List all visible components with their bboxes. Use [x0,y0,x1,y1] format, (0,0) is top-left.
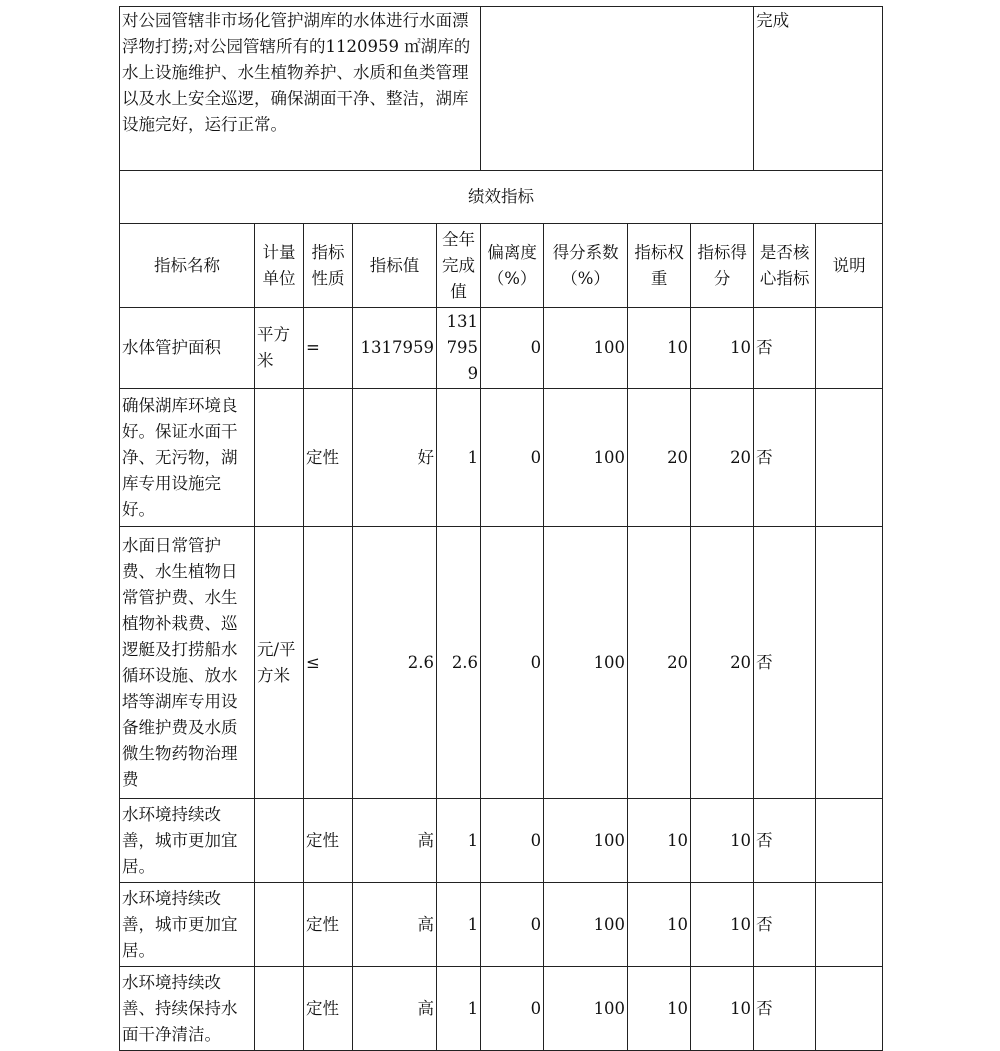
indicator-name: 水环境持续改善，城市更加宜居。 [120,799,255,883]
indicator-nature: 定性 [304,389,353,527]
indicator-note [816,308,883,389]
header-name: 指标名称 [120,224,255,308]
indicator-deviation: 0 [481,883,544,967]
header-annual: 全年完成值 [437,224,481,308]
indicator-name: 水环境持续改善，城市更加宜居。 [120,883,255,967]
indicator-value: 好 [353,389,437,527]
header-weight: 指标权重 [628,224,691,308]
indicator-score: 10 [691,308,754,389]
performance-table-page [119,6,882,1051]
indicator-coef: 100 [544,308,628,389]
indicator-annual: 1 [437,883,481,967]
indicator-note [816,799,883,883]
indicator-unit: 平方米 [255,308,304,389]
indicator-note [816,527,883,799]
indicator-annual: 1317959 [437,308,481,389]
indicator-score: 20 [691,389,754,527]
section-title-row [120,171,883,224]
indicator-score: 10 [691,967,754,1051]
indicator-core: 否 [754,799,816,883]
header-row [120,224,883,308]
indicator-score: 10 [691,883,754,967]
indicator-unit: 元/平方米 [255,527,304,799]
indicator-nature: 定性 [304,883,353,967]
indicator-annual: 1 [437,799,481,883]
indicator-deviation: 0 [481,308,544,389]
indicator-annual: 1 [437,389,481,527]
header-unit: 计量单位 [255,224,304,308]
indicator-core: 否 [754,527,816,799]
indicator-weight: 10 [628,799,691,883]
indicator-name: 水环境持续改善、持续保持水面干净清洁。 [120,967,255,1051]
indicator-deviation: 0 [481,389,544,527]
header-score: 指标得分 [691,224,754,308]
indicator-name: 水体管护面积 [120,308,255,389]
indicator-weight: 10 [628,883,691,967]
indicator-core: 否 [754,389,816,527]
header-nature: 指标性质 [304,224,353,308]
indicator-score: 20 [691,527,754,799]
indicator-core: 否 [754,883,816,967]
table-row [120,527,883,799]
indicator-coef: 100 [544,389,628,527]
task-status: 完成 [754,7,883,171]
indicator-value: 2.6 [353,527,437,799]
indicator-annual: 1 [437,967,481,1051]
task-row [120,7,883,171]
indicator-nature: 定性 [304,967,353,1051]
indicator-weight: 20 [628,389,691,527]
table-row [120,883,883,967]
indicator-weight: 10 [628,308,691,389]
indicator-coef: 100 [544,883,628,967]
indicator-annual: 2.6 [437,527,481,799]
indicator-deviation: 0 [481,799,544,883]
task-description: 对公园管辖非市场化管护湖库的水体进行水面漂浮物打捞;对公园管辖所有的1120959 ㎡湖库的水上设施维护、水生植物养护、水质和鱼类管理以及水上安全巡逻，确保湖面干净、整洁，湖库设施完好，运行正常。 [120,7,481,171]
indicator-name: 水面日常管护费、水生植物日常管护费、水生植物补栽费、巡逻艇及打捞船水循环设施、放水塔等湖库专用设备维护费及水质微生物药物治理费 [120,527,255,799]
indicator-value: 高 [353,967,437,1051]
indicator-note [816,883,883,967]
table-row [120,308,883,389]
header-note: 说明 [816,224,883,308]
indicator-value: 高 [353,883,437,967]
indicator-value: 1317959 [353,308,437,389]
indicator-unit [255,967,304,1051]
indicator-name: 确保湖库环境良好。保证水面干净、无污物，湖库专用设施完好。 [120,389,255,527]
indicator-nature: ≤ [304,527,353,799]
indicator-weight: 10 [628,967,691,1051]
table-row [120,389,883,527]
indicator-nature: = [304,308,353,389]
header-value: 指标值 [353,224,437,308]
table-row [120,967,883,1051]
indicator-weight: 20 [628,527,691,799]
indicator-coef: 100 [544,967,628,1051]
indicator-core: 否 [754,308,816,389]
task-middle-cell [481,7,754,171]
header-core: 是否核心指标 [754,224,816,308]
indicator-note [816,967,883,1051]
indicator-coef: 100 [544,527,628,799]
indicator-score: 10 [691,799,754,883]
indicator-unit [255,883,304,967]
indicator-deviation: 0 [481,967,544,1051]
indicator-coef: 100 [544,799,628,883]
performance-table [119,6,883,1051]
header-coef: 得分系数（%） [544,224,628,308]
table-row [120,799,883,883]
indicator-core: 否 [754,967,816,1051]
indicator-unit [255,389,304,527]
section-title: 绩效指标 [120,171,883,224]
header-deviation: 偏离度（%） [481,224,544,308]
indicator-value: 高 [353,799,437,883]
indicator-deviation: 0 [481,527,544,799]
indicator-nature: 定性 [304,799,353,883]
indicator-note [816,389,883,527]
indicator-unit [255,799,304,883]
